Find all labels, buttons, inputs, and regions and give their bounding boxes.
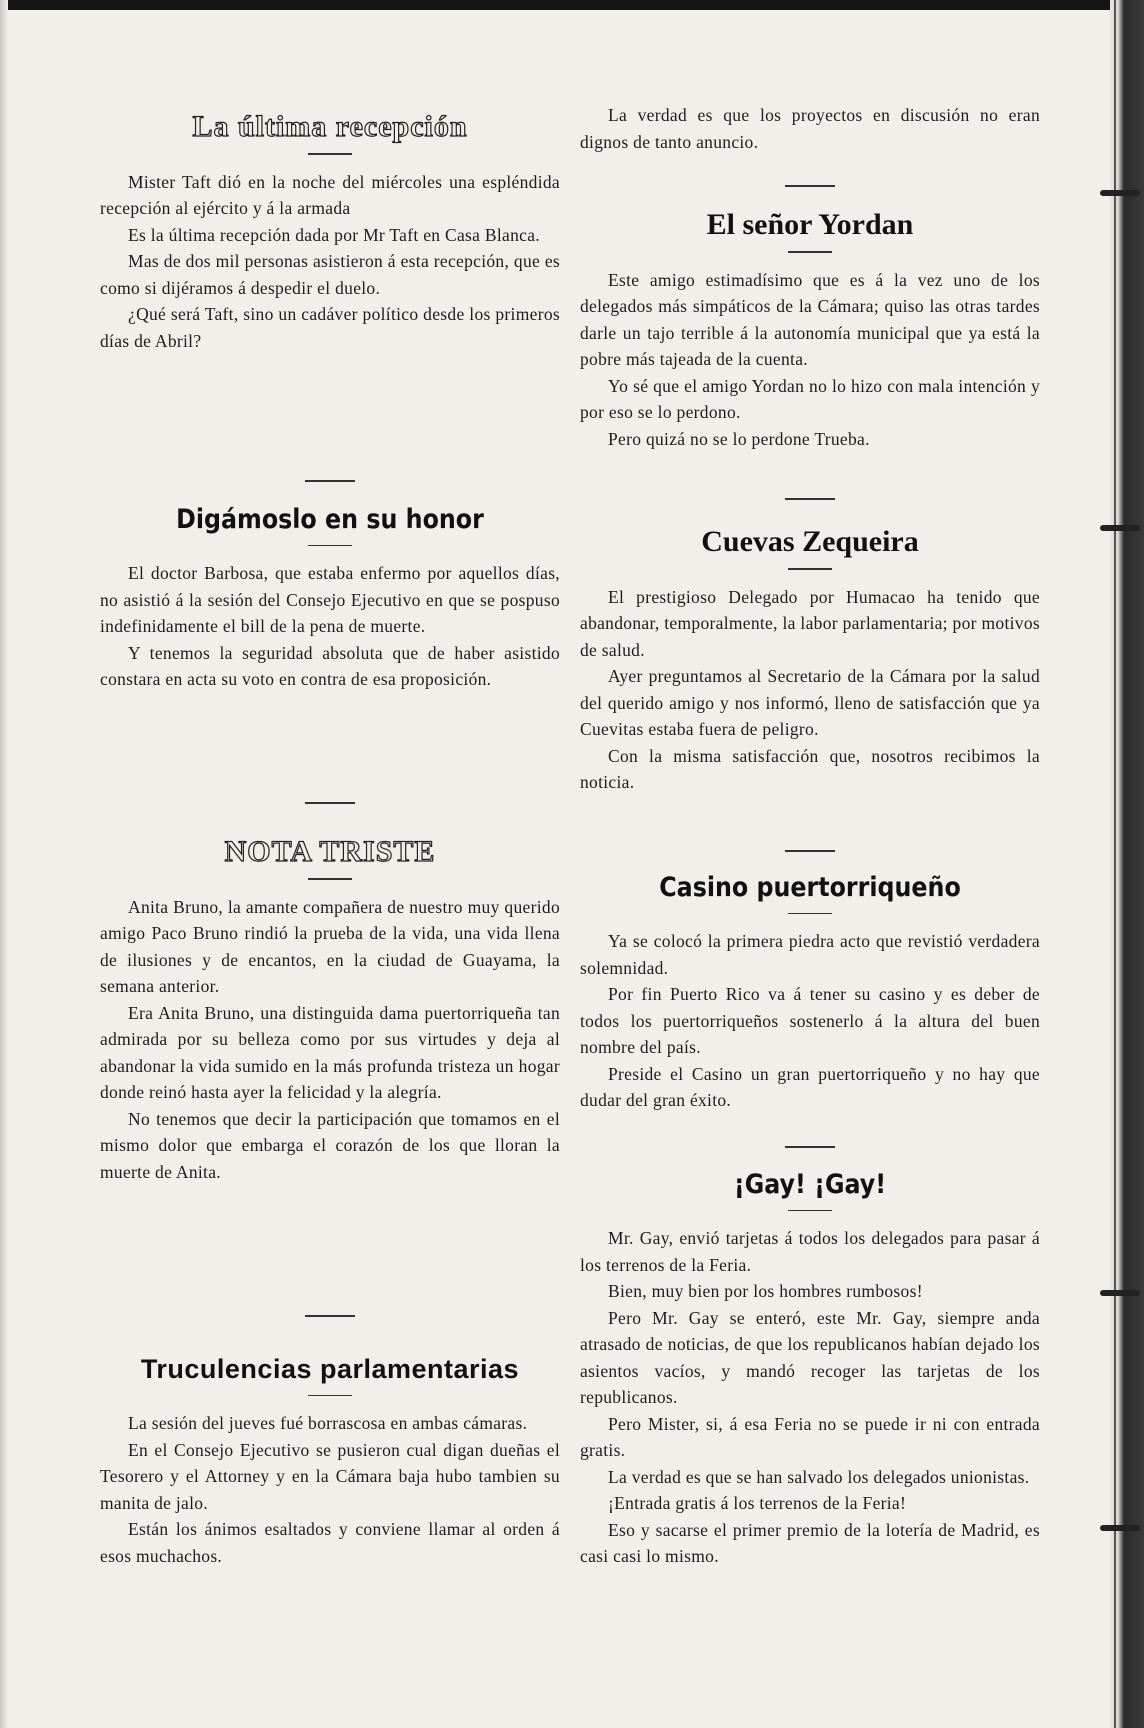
paragraph: Mr. Gay, envió tarjetas á todos los delegados para pasar á los terrenos de la Feria.: [580, 1228, 1040, 1275]
section-separator: [305, 1315, 355, 1317]
title-rule: [308, 545, 352, 547]
paragraph: Están los ánimos esaltados y conviene llamar al orden á esos muchachos.: [100, 1519, 560, 1566]
paragraph: La verdad es que los proyectos en discusión no eran dignos de tanto anuncio.: [580, 105, 1040, 152]
article-title: Digámoslo en su honor: [176, 504, 484, 535]
section-separator: [305, 802, 355, 804]
paragraph: ¡Entrada gratis á los terrenos de la Feria!: [608, 1493, 907, 1514]
title-rule: [788, 568, 832, 570]
title-rule: [308, 1395, 352, 1397]
paragraph: Pero Mister, si, á esa Feria no se puede ir ni con entrada gratis.: [580, 1413, 1040, 1461]
paragraph: El prestigioso Delegado por Humacao ha tenido que abandonar, temporalmente, la labor parlamentaria; por motivos de salud.: [580, 586, 1040, 660]
article-title: ¡Gay! ¡Gay!: [733, 1169, 887, 1200]
paragraph: Pero quizá no se lo perdone Trueba.: [608, 428, 870, 449]
paragraph: Por fin Puerto Rico va á tener su casino y es deber de todos los puertorriqueños sostenerlo á la altura del buen nombre del país.: [580, 984, 1040, 1058]
paragraph: La verdad es que se han salvado los delegados unionistas.: [608, 1466, 1030, 1487]
binding-clip: [1100, 1290, 1140, 1296]
article-nota-triste: [100, 835, 560, 1185]
title-rule: [788, 251, 832, 253]
scan-left-edge: [0, 0, 8, 1728]
paragraph: Mister Taft dió en la noche del miércoles una espléndida recepción al ejército y á la armada: [100, 171, 560, 218]
binding-clip: [1100, 1525, 1140, 1531]
paragraph: Preside el Casino un gran puertorriqueño y no hay que dudar del gran éxito.: [580, 1063, 1040, 1111]
article-title: Truculencias parlamentarias: [140, 1354, 520, 1384]
section-separator: [785, 498, 835, 500]
article-gay-gay: [580, 1170, 1040, 1570]
article-digamoslo: [100, 505, 560, 693]
binding-crease: [1114, 0, 1116, 1728]
paragraph: Mas de dos mil personas asistieron á esta recepción, que es como si dijéramos á despedir el duelo.: [100, 251, 560, 298]
paragraph: ¿Qué será Taft, sino un cadáver político desde los primeros días de Abril?: [100, 304, 560, 351]
scan-top-edge: [0, 0, 1144, 10]
paragraph: En el Consejo Ejecutivo se pusieron cual digan dueñas el Tesorero y el Attorney y en la Cámara baja hubo tambien su manita de jalo.: [100, 1439, 560, 1513]
paragraph: Ayer preguntamos al Secretario de la Cámara por la salud del querido amigo y nos informó, lleno de satisfacción que ya Cuevitas estaba fuera de peligro.: [580, 666, 1040, 739]
paragraph: Anita Bruno, la amante compañera de nuestro muy querido amigo Paco Bruno rindió la prueba de la vida, una vida llena de ilusiones y de encantos, en la ciudad de Guayama, la semana anterior.: [100, 896, 560, 996]
article-truculencias: [100, 1355, 560, 1569]
paragraph: El doctor Barbosa, que estaba enfermo por aquellos días, no asistió á la sesión del Consejo Ejecutivo en que se pospuso indefinidamente el bill de la pena de muerte.: [100, 563, 560, 637]
article-ultima-recepcion: [100, 110, 560, 354]
title-rule: [308, 153, 352, 155]
paragraph: Pero Mr. Gay se enteró, este Mr. Gay, siempre anda atrasado de noticias, de que los republicanos habían dejado los asientos vacíos, y mandó recoger las tarjetas de los republicanos.: [580, 1307, 1040, 1408]
article-cuevas-zequeira: [580, 525, 1040, 796]
section-separator: [785, 1146, 835, 1148]
paragraph: Yo sé que el amigo Yordan no lo hizo con mala intención y por eso se lo perdono.: [580, 375, 1040, 422]
title-rule: [788, 1210, 832, 1212]
section-separator: [785, 185, 835, 187]
paragraph: Y tenemos la seguridad absoluta que de haber asistido constara en acta su voto en contra de esa proposición.: [100, 642, 560, 690]
paragraph: Bien, muy bien por los hombres rumbosos!: [608, 1281, 923, 1302]
paragraph: Este amigo estimadísimo que es á la vez uno de los delegados más simpáticos de la Cámara; quiso las otras tardes darle un tajo terrible á la autonomía municipal que ya está la pobre más tajeada de la cuenta.: [580, 269, 1040, 369]
paragraph: No tenemos que decir la participación que tomamos en el mismo dolor que embarga el corazón de los que lloran la muerte de Anita.: [100, 1108, 560, 1182]
section-separator: [305, 480, 355, 482]
article-title: NOTA TRISTE: [224, 835, 436, 868]
paragraph: La sesión del jueves fué borrascosa en ambas cámaras.: [128, 1413, 528, 1434]
article-title: Cuevas Zequeira: [701, 525, 919, 558]
binding-clip: [1100, 525, 1140, 531]
paragraph: Ya se colocó la primera piedra acto que revistió verdadera solemnidad.: [580, 931, 1040, 978]
binding-clip: [1100, 190, 1140, 196]
section-separator: [785, 850, 835, 852]
article-title: La última recepción: [192, 110, 468, 143]
article-continuation: [580, 102, 1040, 155]
title-rule: [788, 913, 832, 915]
article-title: El señor Yordan: [706, 208, 914, 241]
article-title: Casino puertorriqueño: [659, 872, 961, 903]
article-senor-yordan: [580, 208, 1040, 452]
paragraph: Con la misma satisfacción que, nosotros recibimos la noticia.: [580, 745, 1040, 792]
title-rule: [308, 878, 352, 880]
paragraph: Eso y sacarse el primer premio de la lotería de Madrid, es casi casi lo mismo.: [580, 1519, 1040, 1567]
article-casino: [580, 873, 1040, 1114]
paragraph: Era Anita Bruno, una distinguida dama puertorriqueña tan admirada por su belleza como por sus virtudes y deja al abandonar la vida sumido en la más profunda tristeza un hogar donde reinó hasta ayer la felicidad y la alegría.: [100, 1002, 560, 1102]
paragraph: Es la última recepción dada por Mr Taft en Casa Blanca.: [128, 224, 540, 245]
